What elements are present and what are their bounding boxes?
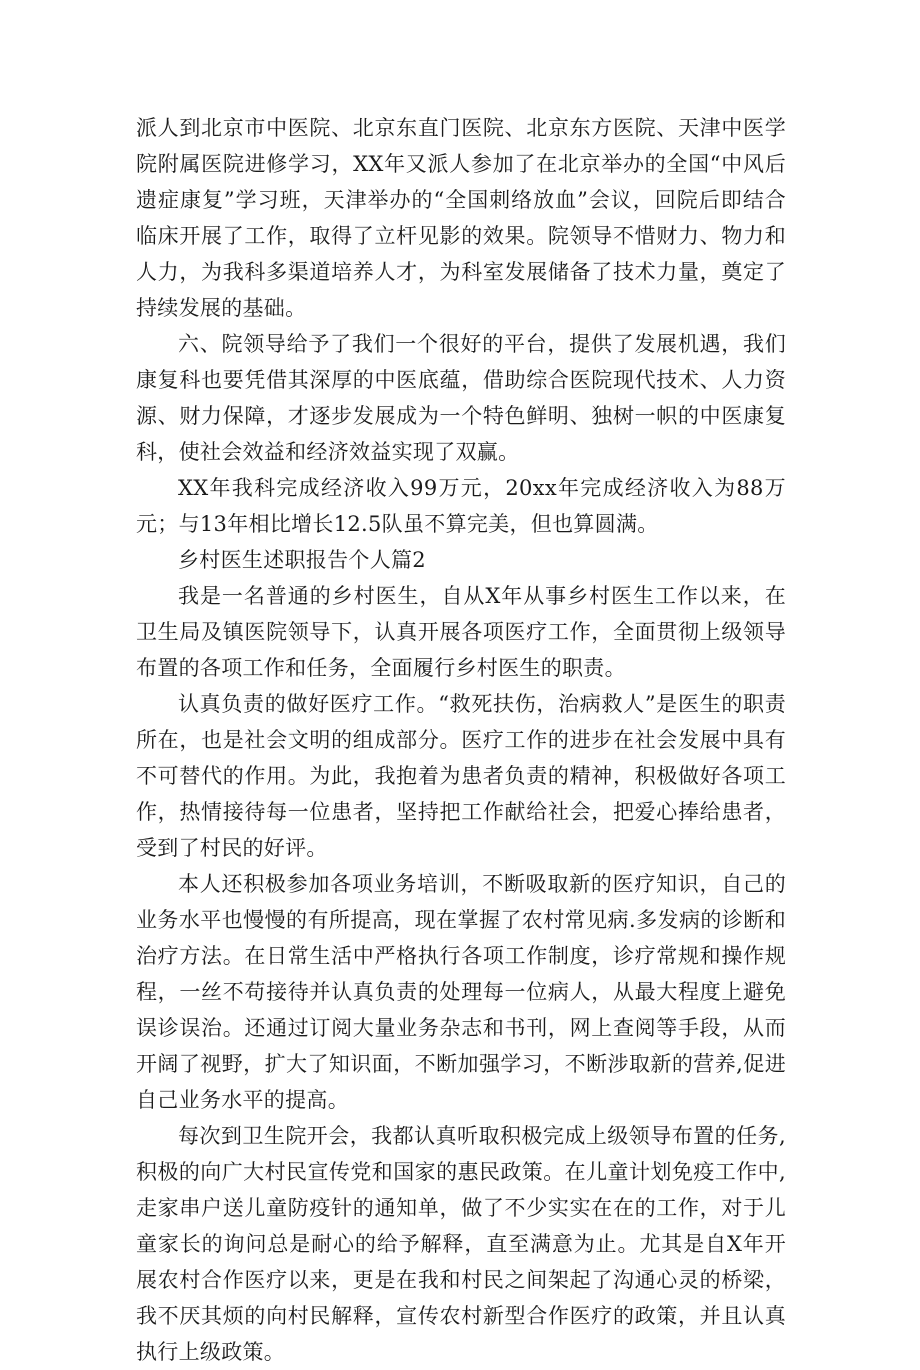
paragraph-continuation: 派人到北京市中医院、北京东直门医院、北京东方医院、天津中医学院附属医院进修学习，XX年又派人参加了在北京举办的全国“中风后遗症康复”学习班，天津举办的“全国刺络放血”会议，回院后即结合临床开展了工作，取得了立杆见影的效果。院领导不惜财力、物力和人力，为我科多渠道培养人才，为科室发展储备了技术力量，奠定了持续发展的基础。 [136, 116, 786, 320]
paragraph-medical-work: 认真负责的做好医疗工作。“救死扶伤，治病救人”是医生的职责所在，也是社会文明的组成部分。医疗工作的进步在社会发展中具有不可替代的作用。为此，我抱着为患者负责的精神，积极做好各项工作，热情接待每一位患者，坚持把工作献给社会，把爱心捧给患者，受到了村民的好评。 [136, 692, 786, 860]
section-heading: 乡村医生述职报告个人篇2 [178, 548, 426, 572]
paragraph-training: 本人还积极参加各项业务培训，不断吸取新的医疗知识，自己的业务水平也慢慢的有所提高，现在掌握了农村常见病.多发病的诊断和治疗方法。在日常生活中严格执行各项工作制度，诊疗常规和操作规程，一丝不苟接待并认真负责的处理每一位病人，从最大程度上避免误诊误治。还通过订阅大量业务杂志和书刊，网上查阅等手段，从而开阔了视野，扩大了知识面，不断加强学习，不断涉取新的营养,促进自己业务水平的提高。 [136, 872, 786, 1112]
paragraph-income: XX年我科完成经济收入99万元，20xx年完成经济收入为88万元；与13年相比增长12.5队虽不算完美，但也算圆满。 [136, 476, 786, 536]
document-body [136, 110, 786, 1370]
paragraph-section-six: 六、院领导给予了我们一个很好的平台，提供了发展机遇，我们康复科也要凭借其深厚的中医底蕴，借助综合医院现代技术、人力资源、财力保障，才逐步发展成为一个特色鲜明、独树一帜的中医康复科，使社会效益和经济效益实现了双赢。 [136, 332, 786, 464]
paragraph-meetings: 每次到卫生院开会，我都认真听取积极完成上级领导布置的任务,积极的向广大村民宣传党和国家的惠民政策。在儿童计划免疫工作中,走家串户送儿童防疫针的通知单，做了不少实实在在的工作，对于儿童家长的询问总是耐心的给予解释，直至满意为止。尤其是自X年开展农村合作医疗以来，更是在我和村民之间架起了沟通心灵的桥梁，我不厌其烦的向村民解释，宣传农村新型合作医疗的政策，并且认真执行上级政策。 [136, 1124, 786, 1364]
paragraph-intro: 我是一名普通的乡村医生，自从X年从事乡村医生工作以来，在卫生局及镇医院领导下，认真开展各项医疗工作，全面贯彻上级领导布置的各项工作和任务，全面履行乡村医生的职责。 [136, 584, 786, 680]
